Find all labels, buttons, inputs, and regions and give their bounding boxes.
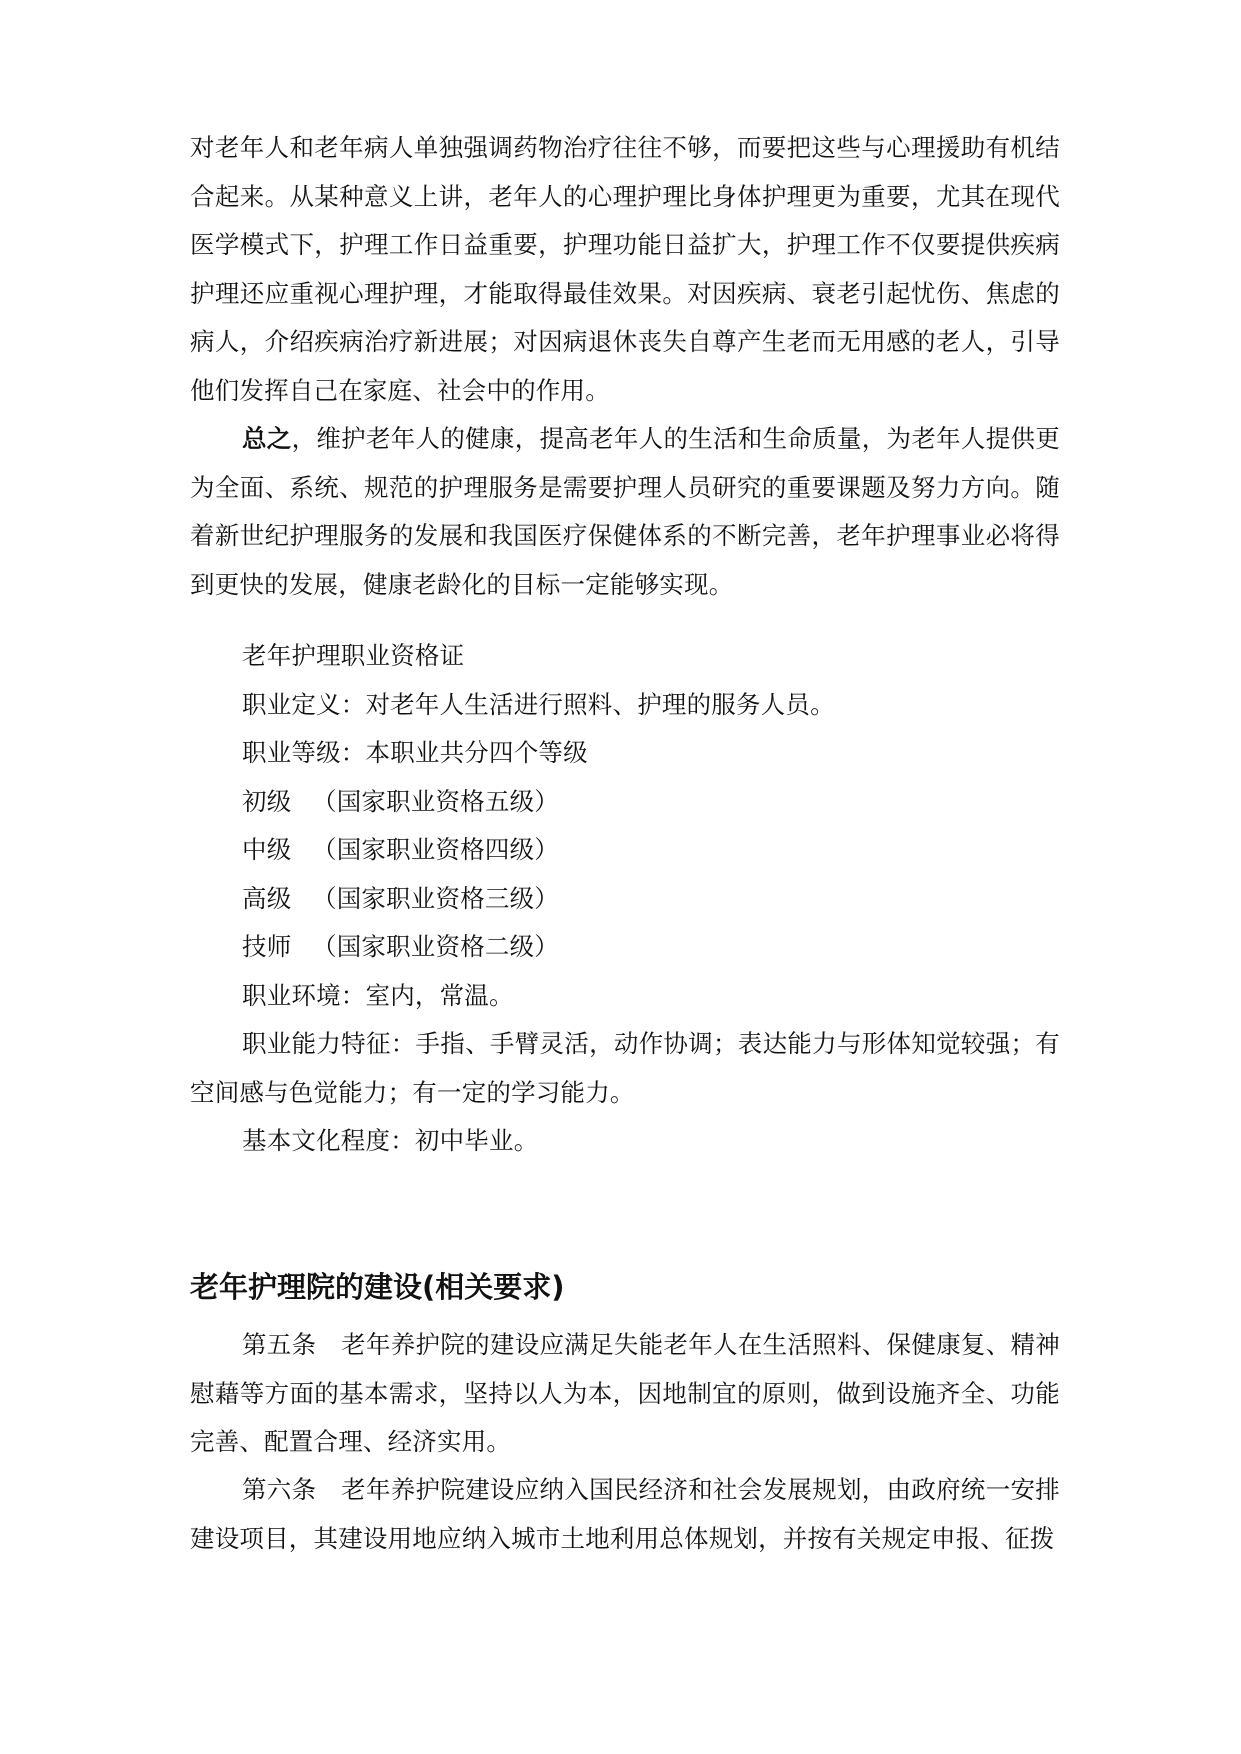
summary-lead: 总之 (242, 424, 292, 453)
occupation-ability-block (190, 1020, 1060, 1117)
level-detail: （国家职业资格五级） (312, 787, 559, 816)
section-heading: 老年护理院的建设(相关要求) (190, 1270, 565, 1304)
basic-education: 基本文化程度：初中毕业。 (242, 1126, 539, 1155)
summary-paragraph-block (190, 415, 1060, 609)
occupation-environment: 职业环境：室内，常温。 (242, 981, 514, 1010)
certificate-title: 老年护理职业资格证 (242, 641, 465, 670)
occupation-definition: 职业定义：对老年人生活进行照料、护理的服务人员。 (242, 690, 835, 719)
level-detail: （国家职业资格四级） (312, 835, 559, 864)
level-item (242, 826, 559, 875)
summary-text: ，维护老年人的健康，提高老年人的生活和生命质量，为老年人提供更为全面、系统、规范的护理服务是需要护理人员研究的重要课题及努力方向。随着新世纪护理服务的发展和我国医疗保健体系的不断完善，老年护理事业必将得到更快的发展，健康老龄化的目标一定能够实现。 (190, 424, 1061, 599)
occupation-grades-intro: 职业等级：本职业共分四个等级 (242, 738, 588, 767)
occupation-ability: 职业能力特征：手指、手臂灵活，动作协调；表达能力与形体知觉较强；有空间感与色觉能力；有一定的学习能力。 (190, 1029, 1060, 1107)
intro-paragraph: 对老年人和老年病人单独强调药物治疗往往不够，而要把这些与心理援助有机结合起来。从某种意义上讲，老年人的心理护理比身体护理更为重要，尤其在现代医学模式下，护理工作日益重要，护理功能日益扩大，护理工作不仅要提供疾病护理还应重视心理护理，才能取得最佳效果。对因疾病、衰老引起忧伤、焦虑的病人，介绍疾病治疗新进展；对因病退休丧失自尊产生老而无用感的老人，引导他们发挥自己在家庭、社会中的作用。 (190, 133, 1060, 405)
summary-paragraph (190, 415, 1060, 609)
level-name: 初级 (242, 787, 292, 816)
intro-paragraph-block (190, 124, 1060, 415)
level-item (242, 778, 559, 827)
level-name: 技师 (242, 932, 292, 961)
article5-block (190, 1321, 1060, 1467)
article-5: 第五条 老年养护院的建设应满足失能老年人在生活照料、保健康复、精神慰藉等方面的基本需求，坚持以人为本，因地制宜的原则，做到设施齐全、功能完善、配置合理、经济实用。 (190, 1330, 1060, 1456)
level-detail: （国家职业资格二级） (312, 932, 559, 961)
article-6: 第六条 老年养护院建设应纳入国民经济和社会发展规划，由政府统一安排建设项目，其建设用地应纳入城市土地利用总体规划，并按有关规定申报、征拨 (190, 1475, 1060, 1553)
level-name: 高级 (242, 884, 292, 913)
level-detail: （国家职业资格三级） (312, 884, 559, 913)
level-item (242, 875, 559, 924)
article6-block (190, 1466, 1060, 1563)
level-name: 中级 (242, 835, 292, 864)
level-item (242, 923, 559, 972)
